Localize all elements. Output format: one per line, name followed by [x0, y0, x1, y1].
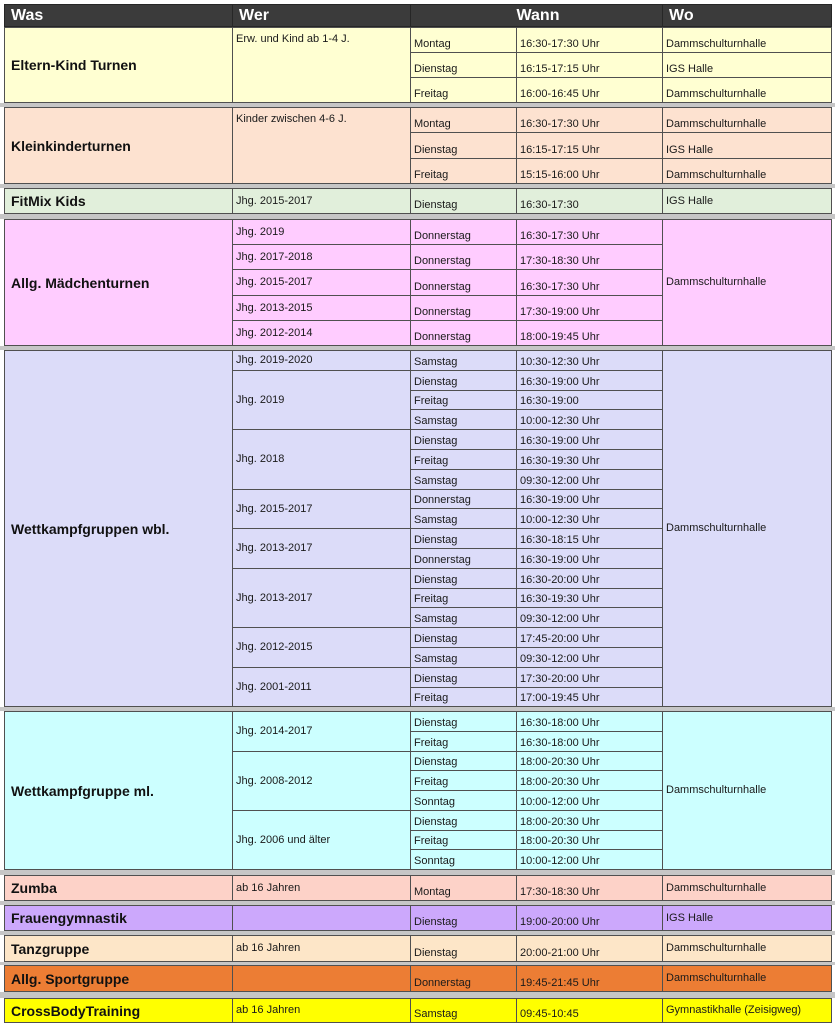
day-cell: Dienstag	[410, 810, 517, 831]
location-cell: Dammschulturnhalle	[662, 875, 832, 901]
time-cell: 18:00-20:30 Uhr	[516, 751, 663, 771]
time-cell: 10:30-12:30 Uhr	[516, 350, 663, 371]
audience-cell: Jhg. 2012-2015	[232, 627, 411, 668]
audience-cell: Jhg. 2012-2014	[232, 320, 411, 346]
group-title: FitMix Kids	[4, 188, 233, 214]
time-cell: 16:30-19:30 Uhr	[516, 449, 663, 470]
audience-cell: ab 16 Jahren	[232, 998, 411, 1023]
location-cell: Dammschulturnhalle	[662, 711, 832, 870]
day-cell: Dienstag	[410, 370, 517, 391]
audience-cell: Jhg. 2019	[232, 370, 411, 430]
day-cell: Samstag	[410, 409, 517, 430]
time-cell: 16:30-18:00 Uhr	[516, 711, 663, 732]
time-cell: 16:15-17:15 Uhr	[516, 132, 663, 159]
time-cell: 16:00-16:45 Uhr	[516, 77, 663, 103]
audience-cell: Jhg. 2015-2017	[232, 269, 411, 296]
location-cell: IGS Halle	[662, 188, 832, 214]
time-cell: 10:00-12:00 Uhr	[516, 849, 663, 870]
day-cell: Dienstag	[410, 568, 517, 589]
location-cell: Dammschulturnhalle	[662, 158, 832, 184]
location-cell: IGS Halle	[662, 52, 832, 78]
time-cell: 17:30-19:00 Uhr	[516, 295, 663, 321]
location-cell: Dammschulturnhalle	[662, 219, 832, 346]
time-cell: 16:30-17:30	[516, 188, 663, 214]
header-wer: Wer	[232, 4, 411, 27]
audience-cell	[232, 905, 411, 931]
time-cell: 09:30-12:00 Uhr	[516, 647, 663, 668]
day-cell: Dienstag	[410, 188, 517, 214]
day-cell: Freitag	[410, 731, 517, 752]
day-cell: Samstag	[410, 508, 517, 529]
day-cell: Samstag	[410, 998, 517, 1023]
day-cell: Dienstag	[410, 132, 517, 159]
group-title: Wettkampfgruppe ml.	[4, 711, 233, 870]
day-cell: Freitag	[410, 158, 517, 184]
day-cell: Freitag	[410, 588, 517, 608]
day-cell: Donnerstag	[410, 320, 517, 346]
location-cell: Dammschulturnhalle	[662, 935, 832, 962]
day-cell: Samstag	[410, 647, 517, 668]
audience-cell: Jhg. 2008-2012	[232, 751, 411, 811]
audience-cell: Kinder zwischen 4-6 J.	[232, 107, 411, 184]
header-wo: Wo	[662, 4, 832, 27]
location-cell: Dammschulturnhalle	[662, 77, 832, 103]
day-cell: Dienstag	[410, 667, 517, 688]
location-cell: Dammschulturnhalle	[662, 107, 832, 133]
day-cell: Samstag	[410, 607, 517, 628]
day-cell: Sonntag	[410, 790, 517, 811]
time-cell: 16:30-19:00 Uhr	[516, 548, 663, 569]
time-cell: 16:30-18:00 Uhr	[516, 731, 663, 752]
audience-cell: Jhg. 2006 und älter	[232, 810, 411, 870]
time-cell: 19:00-20:00 Uhr	[516, 905, 663, 931]
time-cell: 17:30-20:00 Uhr	[516, 667, 663, 688]
time-cell: 18:00-19:45 Uhr	[516, 320, 663, 346]
group-title: Eltern-Kind Turnen	[4, 27, 233, 103]
day-cell: Dienstag	[410, 627, 517, 648]
day-cell: Dienstag	[410, 52, 517, 78]
time-cell: 09:45-10:45	[516, 998, 663, 1023]
audience-cell: ab 16 Jahren	[232, 875, 411, 901]
group-title: Wettkampfgruppen wbl.	[4, 350, 233, 707]
time-cell: 17:30-18:30 Uhr	[516, 875, 663, 901]
group-title: Kleinkinderturnen	[4, 107, 233, 184]
time-cell: 18:00-20:30 Uhr	[516, 830, 663, 850]
time-cell: 10:00-12:30 Uhr	[516, 409, 663, 430]
time-cell: 09:30-12:00 Uhr	[516, 607, 663, 628]
day-cell: Dienstag	[410, 751, 517, 771]
day-cell: Freitag	[410, 390, 517, 410]
group-title: CrossBodyTraining	[4, 998, 233, 1023]
time-cell: 17:00-19:45 Uhr	[516, 687, 663, 707]
time-cell: 16:30-20:00 Uhr	[516, 568, 663, 589]
audience-cell	[232, 965, 411, 992]
day-cell: Montag	[410, 875, 517, 901]
time-cell: 19:45-21:45 Uhr	[516, 965, 663, 992]
day-cell: Dienstag	[410, 935, 517, 962]
audience-cell: Jhg. 2018	[232, 429, 411, 490]
time-cell: 16:30-17:30 Uhr	[516, 219, 663, 245]
audience-cell: Jhg. 2014-2017	[232, 711, 411, 752]
time-cell: 10:00-12:00 Uhr	[516, 790, 663, 811]
time-cell: 18:00-20:30 Uhr	[516, 770, 663, 791]
audience-cell: Jhg. 2015-2017	[232, 188, 411, 214]
time-cell: 10:00-12:30 Uhr	[516, 508, 663, 529]
location-cell: IGS Halle	[662, 905, 832, 931]
day-cell: Donnerstag	[410, 244, 517, 270]
day-cell: Freitag	[410, 77, 517, 103]
location-cell: Dammschulturnhalle	[662, 965, 832, 992]
time-cell: 16:30-19:00 Uhr	[516, 429, 663, 450]
day-cell: Dienstag	[410, 429, 517, 450]
day-cell: Montag	[410, 107, 517, 133]
header-wann: Wann	[410, 4, 663, 27]
day-cell: Donnerstag	[410, 489, 517, 509]
time-cell: 16:30-17:30 Uhr	[516, 269, 663, 296]
audience-cell: Jhg. 2013-2017	[232, 568, 411, 628]
audience-cell: Erw. und Kind ab 1-4 J.	[232, 27, 411, 103]
day-cell: Donnerstag	[410, 219, 517, 245]
location-cell: Dammschulturnhalle	[662, 27, 832, 53]
day-cell: Samstag	[410, 350, 517, 371]
day-cell: Donnerstag	[410, 269, 517, 296]
time-cell: 17:30-18:30 Uhr	[516, 244, 663, 270]
time-cell: 16:30-19:00 Uhr	[516, 489, 663, 509]
day-cell: Sonntag	[410, 849, 517, 870]
time-cell: 17:45-20:00 Uhr	[516, 627, 663, 648]
group-title: Allg. Sportgruppe	[4, 965, 233, 992]
time-cell: 16:30-17:30 Uhr	[516, 27, 663, 53]
audience-cell: ab 16 Jahren	[232, 935, 411, 962]
audience-cell: Jhg. 2013-2017	[232, 528, 411, 569]
audience-cell: Jhg. 2019	[232, 219, 411, 245]
time-cell: 16:30-19:30 Uhr	[516, 588, 663, 608]
day-cell: Freitag	[410, 449, 517, 470]
time-cell: 18:00-20:30 Uhr	[516, 810, 663, 831]
day-cell: Freitag	[410, 687, 517, 707]
day-cell: Samstag	[410, 469, 517, 490]
audience-cell: Jhg. 2019-2020	[232, 350, 411, 371]
location-cell: Gymnastikhalle (Zeisigweg)	[662, 998, 832, 1023]
audience-cell: Jhg. 2017-2018	[232, 244, 411, 270]
day-cell: Donnerstag	[410, 548, 517, 569]
header-was: Was	[4, 4, 233, 27]
audience-cell: Jhg. 2013-2015	[232, 295, 411, 321]
location-cell: Dammschulturnhalle	[662, 350, 832, 707]
audience-cell: Jhg. 2015-2017	[232, 489, 411, 529]
time-cell: 16:30-17:30 Uhr	[516, 107, 663, 133]
day-cell: Dienstag	[410, 905, 517, 931]
day-cell: Montag	[410, 27, 517, 53]
time-cell: 15:15-16:00 Uhr	[516, 158, 663, 184]
day-cell: Freitag	[410, 770, 517, 791]
location-cell: IGS Halle	[662, 132, 832, 159]
audience-cell: Jhg. 2001-2011	[232, 667, 411, 707]
time-cell: 16:30-19:00	[516, 390, 663, 410]
day-cell: Dienstag	[410, 528, 517, 549]
time-cell: 16:15-17:15 Uhr	[516, 52, 663, 78]
day-cell: Donnerstag	[410, 965, 517, 992]
time-cell: 16:30-18:15 Uhr	[516, 528, 663, 549]
time-cell: 09:30-12:00 Uhr	[516, 469, 663, 490]
day-cell: Freitag	[410, 830, 517, 850]
day-cell: Dienstag	[410, 711, 517, 732]
group-title: Allg. Mädchenturnen	[4, 219, 233, 346]
day-cell: Donnerstag	[410, 295, 517, 321]
time-cell: 16:30-19:00 Uhr	[516, 370, 663, 391]
time-cell: 20:00-21:00 Uhr	[516, 935, 663, 962]
group-title: Tanzgruppe	[4, 935, 233, 962]
group-title: Zumba	[4, 875, 233, 901]
group-title: Frauengymnastik	[4, 905, 233, 931]
